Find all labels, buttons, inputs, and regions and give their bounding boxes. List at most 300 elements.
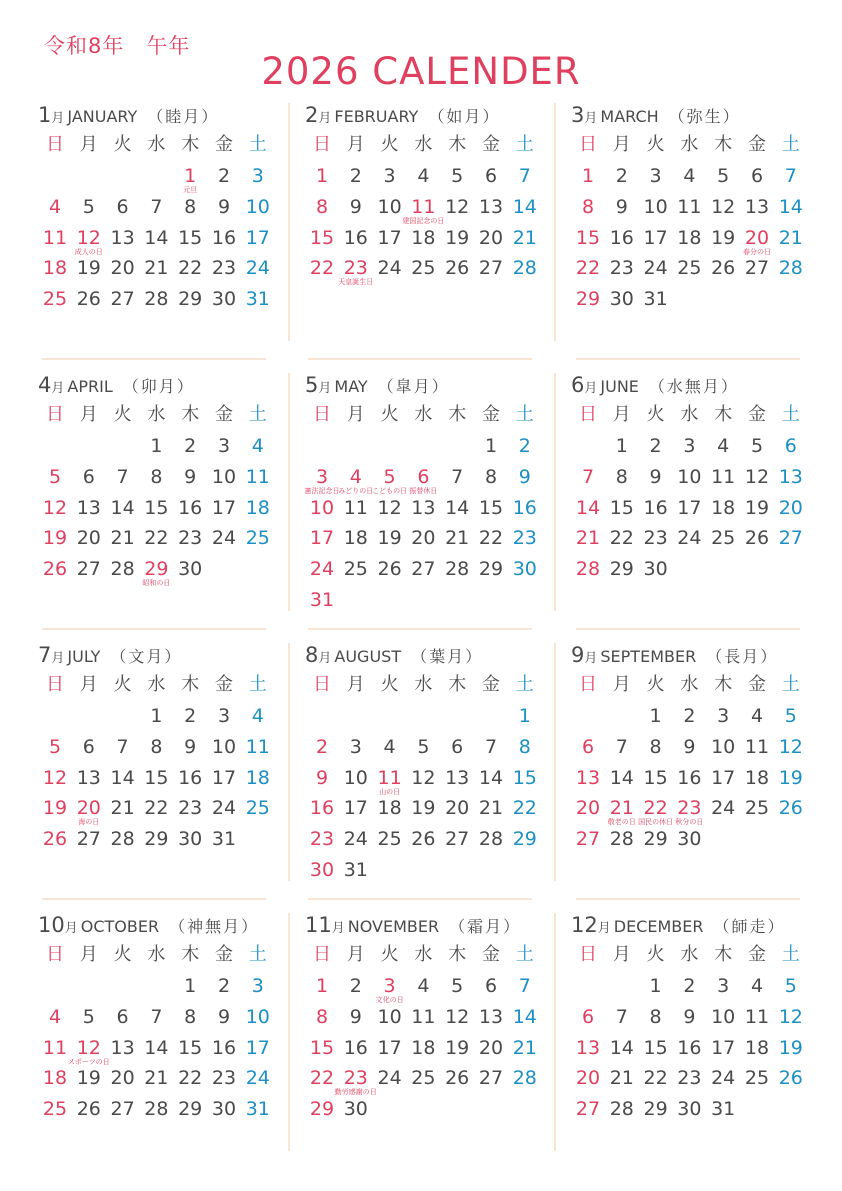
day-cell: 10 <box>711 735 736 758</box>
day-cell: 12 <box>76 226 101 249</box>
day-cell: 5 <box>784 705 797 727</box>
weekday-header: 木 <box>714 404 733 425</box>
weekday-header: 月 <box>346 134 365 155</box>
day-cell: 8 <box>649 735 662 758</box>
weekday-header: 火 <box>113 944 132 965</box>
day-cell: 17 <box>377 226 402 249</box>
weekday-header: 水 <box>414 674 433 695</box>
day-cell: 12 <box>778 735 803 758</box>
month-kanji: 月 <box>51 381 65 396</box>
day-cell: 18 <box>245 496 270 519</box>
day-cell: 15 <box>178 226 203 249</box>
month-block-4 <box>38 373 276 613</box>
day-cell: 2 <box>615 165 628 187</box>
day-cell: 16 <box>677 1036 702 1059</box>
day-cell: 2 <box>184 705 197 727</box>
month-english-name: FEBRUARY <box>334 107 419 126</box>
weekday-header: 金 <box>748 674 766 695</box>
day-cell: 2 <box>683 975 696 997</box>
day-cell: 6 <box>417 465 430 488</box>
day-cell: 21 <box>778 226 803 249</box>
day-cell: 23 <box>677 797 702 820</box>
weekday-header: 金 <box>482 134 500 155</box>
month-english-name: JUNE <box>600 377 639 396</box>
day-cell: 24 <box>643 257 668 280</box>
day-cell: 24 <box>377 257 402 280</box>
day-cell: 20 <box>110 257 135 280</box>
month-traditional-name: （如月） <box>428 107 501 126</box>
day-cell: 3 <box>251 975 264 997</box>
era-label: 令和8年 午年 <box>44 34 191 58</box>
day-cell: 26 <box>744 527 770 550</box>
weekday-header: 日 <box>46 944 64 965</box>
day-cell: 7 <box>615 735 628 758</box>
day-cell: 7 <box>581 465 595 488</box>
day-cell: 27 <box>411 558 436 581</box>
day-cell: 5 <box>451 165 464 187</box>
day-cell: 23 <box>178 527 203 550</box>
month-traditional-name: （睦月） <box>147 107 220 126</box>
day-cell: 10 <box>677 465 702 488</box>
weekday-header: 木 <box>181 944 200 965</box>
day-cell: 21 <box>575 527 601 550</box>
day-cell: 14 <box>144 1036 169 1059</box>
month-number: 12 <box>571 913 598 937</box>
day-cell: 8 <box>484 465 498 488</box>
weekday-header: 月 <box>79 674 98 695</box>
day-cell: 12 <box>445 195 470 218</box>
column-divider <box>288 643 290 881</box>
day-cell: 15 <box>609 496 634 519</box>
day-cell: 18 <box>245 766 270 789</box>
weekday-header: 火 <box>113 674 132 695</box>
weekday-header: 日 <box>46 404 64 425</box>
day-cell: 26 <box>76 288 101 311</box>
day-cell: 18 <box>677 226 702 249</box>
day-cell: 20 <box>110 1067 135 1090</box>
month-kanji: 月 <box>597 921 611 936</box>
day-cell: 11 <box>42 226 68 249</box>
weekday-header: 月 <box>79 944 98 965</box>
day-cell: 19 <box>778 1036 803 1059</box>
weekday-header: 木 <box>714 674 733 695</box>
day-cell: 17 <box>377 1036 402 1059</box>
day-cell: 1 <box>315 165 329 187</box>
weekday-header: 木 <box>448 674 467 695</box>
month-english-name: SEPTEMBER <box>600 647 697 666</box>
day-cell: 21 <box>110 527 135 550</box>
day-cell: 16 <box>677 766 702 789</box>
weekday-header: 木 <box>181 404 200 425</box>
month-number: 6 <box>571 373 585 397</box>
month-header <box>38 103 219 129</box>
month-kanji: 月 <box>584 111 598 126</box>
day-cell: 19 <box>42 527 68 550</box>
day-cell: 1 <box>150 705 163 727</box>
day-cell: 17 <box>245 226 270 249</box>
weekday-header: 日 <box>46 134 64 155</box>
day-cell: 29 <box>575 288 601 311</box>
month-traditional-name: （卯月） <box>122 377 195 396</box>
day-cell: 5 <box>82 1005 95 1028</box>
day-cell: 11 <box>377 766 402 789</box>
row-divider <box>576 628 800 630</box>
weekday-header: 土 <box>515 674 534 695</box>
day-cell: 14 <box>110 496 135 519</box>
month-block-8 <box>305 643 543 883</box>
day-cell: 3 <box>251 165 264 187</box>
weekday-header: 水 <box>147 404 166 425</box>
day-cell: 6 <box>484 165 498 187</box>
day-cell: 21 <box>512 1036 537 1059</box>
day-cell: 21 <box>144 1067 169 1090</box>
day-cell: 16 <box>211 1036 237 1059</box>
month-number: 7 <box>38 643 52 667</box>
day-cell: 19 <box>744 496 770 519</box>
day-cell: 9 <box>184 465 197 488</box>
day-cell: 22 <box>309 257 335 280</box>
day-cell: 19 <box>778 766 803 789</box>
month-english-name: JULY <box>67 647 101 666</box>
day-cell: 12 <box>42 496 68 519</box>
day-cell: 2 <box>217 975 231 997</box>
weekday-header: 土 <box>781 134 800 155</box>
day-cell: 11 <box>677 195 702 218</box>
day-cell: 25 <box>744 1067 770 1090</box>
day-cell: 16 <box>309 797 335 820</box>
day-cell: 26 <box>411 828 436 851</box>
month-number: 4 <box>38 373 52 397</box>
day-cell: 25 <box>245 797 270 820</box>
month-header <box>305 643 483 669</box>
day-cell: 25 <box>677 257 702 280</box>
month-block-10 <box>38 913 276 1153</box>
day-cell: 20 <box>575 797 601 820</box>
day-cell: 9 <box>184 735 197 758</box>
month-header <box>571 913 785 939</box>
day-cell: 15 <box>144 766 169 789</box>
weekday-header: 土 <box>781 944 800 965</box>
weekday-header: 日 <box>313 404 331 425</box>
day-cell: 18 <box>343 527 368 550</box>
row-divider <box>308 898 532 900</box>
day-cell: 11 <box>245 735 270 758</box>
day-cell: 23 <box>343 257 368 280</box>
day-cell: 8 <box>315 1005 329 1028</box>
weekday-header: 金 <box>215 674 233 695</box>
day-cell: 4 <box>417 975 430 997</box>
day-cell: 8 <box>150 735 163 758</box>
day-cell: 1 <box>615 435 628 457</box>
day-cell: 29 <box>609 558 634 581</box>
weekday-header: 水 <box>414 404 433 425</box>
weekday-header: 水 <box>147 944 166 965</box>
day-cell: 24 <box>211 797 237 820</box>
month-kanji: 月 <box>584 381 598 396</box>
day-cell: 14 <box>778 195 803 218</box>
month-header <box>571 103 741 129</box>
day-cell: 9 <box>683 1005 696 1028</box>
weekday-header: 金 <box>748 944 766 965</box>
day-cell: 10 <box>211 735 237 758</box>
day-cell: 10 <box>711 1005 736 1028</box>
day-cell: 2 <box>217 165 231 187</box>
column-divider <box>554 103 556 341</box>
holiday-label: 成人の日 <box>74 247 103 256</box>
day-cell: 10 <box>245 1005 270 1028</box>
day-cell: 6 <box>581 1005 595 1028</box>
weekday-header: 火 <box>380 674 399 695</box>
day-cell: 15 <box>575 226 601 249</box>
weekday-header: 水 <box>147 134 166 155</box>
day-cell: 18 <box>42 1067 68 1090</box>
day-cell: 10 <box>643 195 668 218</box>
day-cell: 30 <box>343 1098 368 1121</box>
day-cell: 31 <box>643 288 668 311</box>
day-cell: 4 <box>417 165 430 187</box>
day-cell: 25 <box>42 288 68 311</box>
day-cell: 18 <box>411 1036 436 1059</box>
weekday-header: 土 <box>515 944 534 965</box>
day-cell: 7 <box>484 735 498 758</box>
month-english-name: OCTOBER <box>80 917 160 936</box>
month-block-5 <box>305 373 543 613</box>
day-cell: 30 <box>643 558 668 581</box>
day-cell: 12 <box>445 1005 470 1028</box>
day-cell: 28 <box>512 257 537 280</box>
weekday-header: 水 <box>414 134 433 155</box>
day-cell: 16 <box>643 496 668 519</box>
day-cell: 4 <box>251 435 264 457</box>
day-cell: 2 <box>315 735 329 758</box>
weekday-header: 日 <box>579 404 597 425</box>
day-cell: 17 <box>643 226 668 249</box>
month-kanji: 月 <box>318 111 332 126</box>
day-cell: 15 <box>144 496 169 519</box>
column-divider <box>288 913 290 1151</box>
day-cell: 14 <box>144 226 169 249</box>
day-cell: 23 <box>211 1067 237 1090</box>
day-cell: 16 <box>609 226 634 249</box>
day-cell: 5 <box>82 195 95 218</box>
day-cell: 15 <box>478 496 504 519</box>
month-number: 11 <box>305 913 332 937</box>
day-cell: 3 <box>349 735 362 758</box>
weekday-header: 木 <box>714 134 733 155</box>
day-cell: 18 <box>711 496 736 519</box>
day-cell: 30 <box>512 558 537 581</box>
month-english-name: NOVEMBER <box>347 917 440 936</box>
day-cell: 8 <box>581 195 595 218</box>
column-divider <box>554 373 556 611</box>
day-cell: 1 <box>315 975 329 997</box>
day-cell: 3 <box>217 435 231 457</box>
day-cell: 9 <box>683 735 696 758</box>
day-cell: 5 <box>451 975 464 997</box>
day-cell: 16 <box>178 766 203 789</box>
day-cell: 20 <box>76 527 101 550</box>
holiday-label: 秋分の日 <box>675 818 704 827</box>
day-cell: 21 <box>609 797 634 820</box>
day-cell: 1 <box>581 165 595 187</box>
day-cell: 5 <box>48 735 62 758</box>
holiday-label: こどもの日 <box>372 486 408 495</box>
weekday-header: 月 <box>612 404 631 425</box>
month-header <box>38 373 195 399</box>
day-cell: 27 <box>478 257 504 280</box>
day-cell: 8 <box>518 735 531 758</box>
day-cell: 13 <box>778 465 803 488</box>
day-cell: 25 <box>744 797 770 820</box>
day-cell: 10 <box>245 195 270 218</box>
month-number: 1 <box>38 103 52 127</box>
weekday-header: 土 <box>781 404 800 425</box>
month-number: 10 <box>38 913 65 937</box>
month-block-12 <box>571 913 809 1153</box>
day-cell: 4 <box>349 465 362 488</box>
weekday-header: 金 <box>482 404 500 425</box>
day-cell: 28 <box>110 558 135 581</box>
day-cell: 27 <box>575 1098 601 1121</box>
day-cell: 6 <box>784 435 797 457</box>
day-cell: 17 <box>343 797 368 820</box>
day-cell: 18 <box>744 1036 770 1059</box>
day-cell: 31 <box>245 288 270 311</box>
weekday-header: 水 <box>680 944 699 965</box>
month-block-6 <box>571 373 809 613</box>
weekday-header: 火 <box>646 404 665 425</box>
month-traditional-name: （長月） <box>706 647 779 666</box>
day-cell: 3 <box>717 975 730 997</box>
day-cell: 11 <box>744 1005 770 1028</box>
day-cell: 13 <box>76 766 101 789</box>
day-cell: 5 <box>717 165 730 187</box>
day-cell: 1 <box>184 975 197 997</box>
day-cell: 15 <box>643 1036 668 1059</box>
weekday-header: 水 <box>147 674 166 695</box>
day-cell: 24 <box>309 558 335 581</box>
day-cell: 30 <box>677 828 702 851</box>
day-cell: 8 <box>615 465 628 488</box>
day-cell: 7 <box>116 465 129 488</box>
weekday-header: 日 <box>579 674 597 695</box>
day-cell: 19 <box>445 226 470 249</box>
day-cell: 5 <box>383 465 396 488</box>
weekday-header: 月 <box>346 944 365 965</box>
day-cell: 2 <box>349 975 362 997</box>
day-cell: 19 <box>711 226 736 249</box>
weekday-header: 水 <box>680 404 699 425</box>
day-cell: 27 <box>110 1098 135 1121</box>
day-cell: 9 <box>217 195 231 218</box>
day-cell: 24 <box>245 1067 270 1090</box>
day-cell: 30 <box>178 558 203 581</box>
weekday-header: 月 <box>79 404 98 425</box>
day-cell: 28 <box>575 558 601 581</box>
day-cell: 27 <box>478 1067 504 1090</box>
day-cell: 20 <box>411 527 436 550</box>
weekday-header: 月 <box>612 674 631 695</box>
day-cell: 7 <box>150 195 163 218</box>
month-traditional-name: （皐月） <box>377 377 450 396</box>
month-traditional-name: （師走） <box>713 917 786 936</box>
day-cell: 11 <box>42 1036 68 1059</box>
weekday-header: 土 <box>515 404 534 425</box>
day-cell: 2 <box>184 435 197 457</box>
day-cell: 2 <box>518 435 531 457</box>
weekday-header: 土 <box>515 134 534 155</box>
weekday-header: 金 <box>215 404 233 425</box>
weekday-header: 金 <box>482 944 500 965</box>
row-divider <box>308 628 532 630</box>
day-cell: 28 <box>445 558 470 581</box>
day-cell: 29 <box>309 1098 335 1121</box>
weekday-header: 金 <box>748 404 766 425</box>
weekday-header: 木 <box>714 944 733 965</box>
day-cell: 6 <box>82 735 95 758</box>
day-cell: 26 <box>76 1098 101 1121</box>
day-cell: 13 <box>744 195 770 218</box>
day-cell: 17 <box>711 766 736 789</box>
day-cell: 30 <box>677 1098 702 1121</box>
day-cell: 6 <box>116 1005 129 1028</box>
day-cell: 4 <box>750 705 764 727</box>
holiday-label: 昭和の日 <box>142 579 171 588</box>
day-cell: 24 <box>677 527 702 550</box>
day-cell: 27 <box>445 828 470 851</box>
day-cell: 7 <box>518 975 531 997</box>
holiday-label: 建国記念の日 <box>402 216 445 225</box>
month-traditional-name: （文月） <box>110 647 183 666</box>
day-cell: 15 <box>643 766 668 789</box>
day-cell: 18 <box>377 797 402 820</box>
day-cell: 31 <box>711 1098 736 1121</box>
day-cell: 27 <box>778 527 803 550</box>
day-cell: 16 <box>343 1036 368 1059</box>
month-header <box>305 913 521 939</box>
day-cell: 11 <box>411 195 436 218</box>
month-kanji: 月 <box>318 381 332 396</box>
day-cell: 14 <box>609 1036 634 1059</box>
day-cell: 13 <box>478 1005 504 1028</box>
month-kanji: 月 <box>51 651 65 666</box>
day-cell: 17 <box>211 496 237 519</box>
day-cell: 22 <box>144 527 169 550</box>
day-cell: 27 <box>575 828 601 851</box>
day-cell: 11 <box>343 496 368 519</box>
holiday-label: 海の日 <box>78 818 100 827</box>
holiday-label: みどりの日 <box>338 486 374 495</box>
day-cell: 25 <box>711 527 736 550</box>
day-cell: 26 <box>445 1067 470 1090</box>
day-cell: 24 <box>211 527 237 550</box>
row-divider <box>576 898 800 900</box>
holiday-label: 勤労感謝の日 <box>334 1088 377 1097</box>
month-number: 8 <box>305 643 319 667</box>
day-cell: 2 <box>349 165 362 187</box>
holiday-label: 山の日 <box>379 787 401 796</box>
weekday-header: 水 <box>680 674 699 695</box>
day-cell: 17 <box>309 527 335 550</box>
day-cell: 30 <box>211 1098 237 1121</box>
day-cell: 5 <box>48 465 62 488</box>
day-cell: 21 <box>478 797 504 820</box>
month-number: 2 <box>305 103 319 127</box>
day-cell: 22 <box>575 257 601 280</box>
day-cell: 31 <box>211 828 237 851</box>
day-cell: 19 <box>377 527 402 550</box>
day-cell: 29 <box>144 558 169 581</box>
